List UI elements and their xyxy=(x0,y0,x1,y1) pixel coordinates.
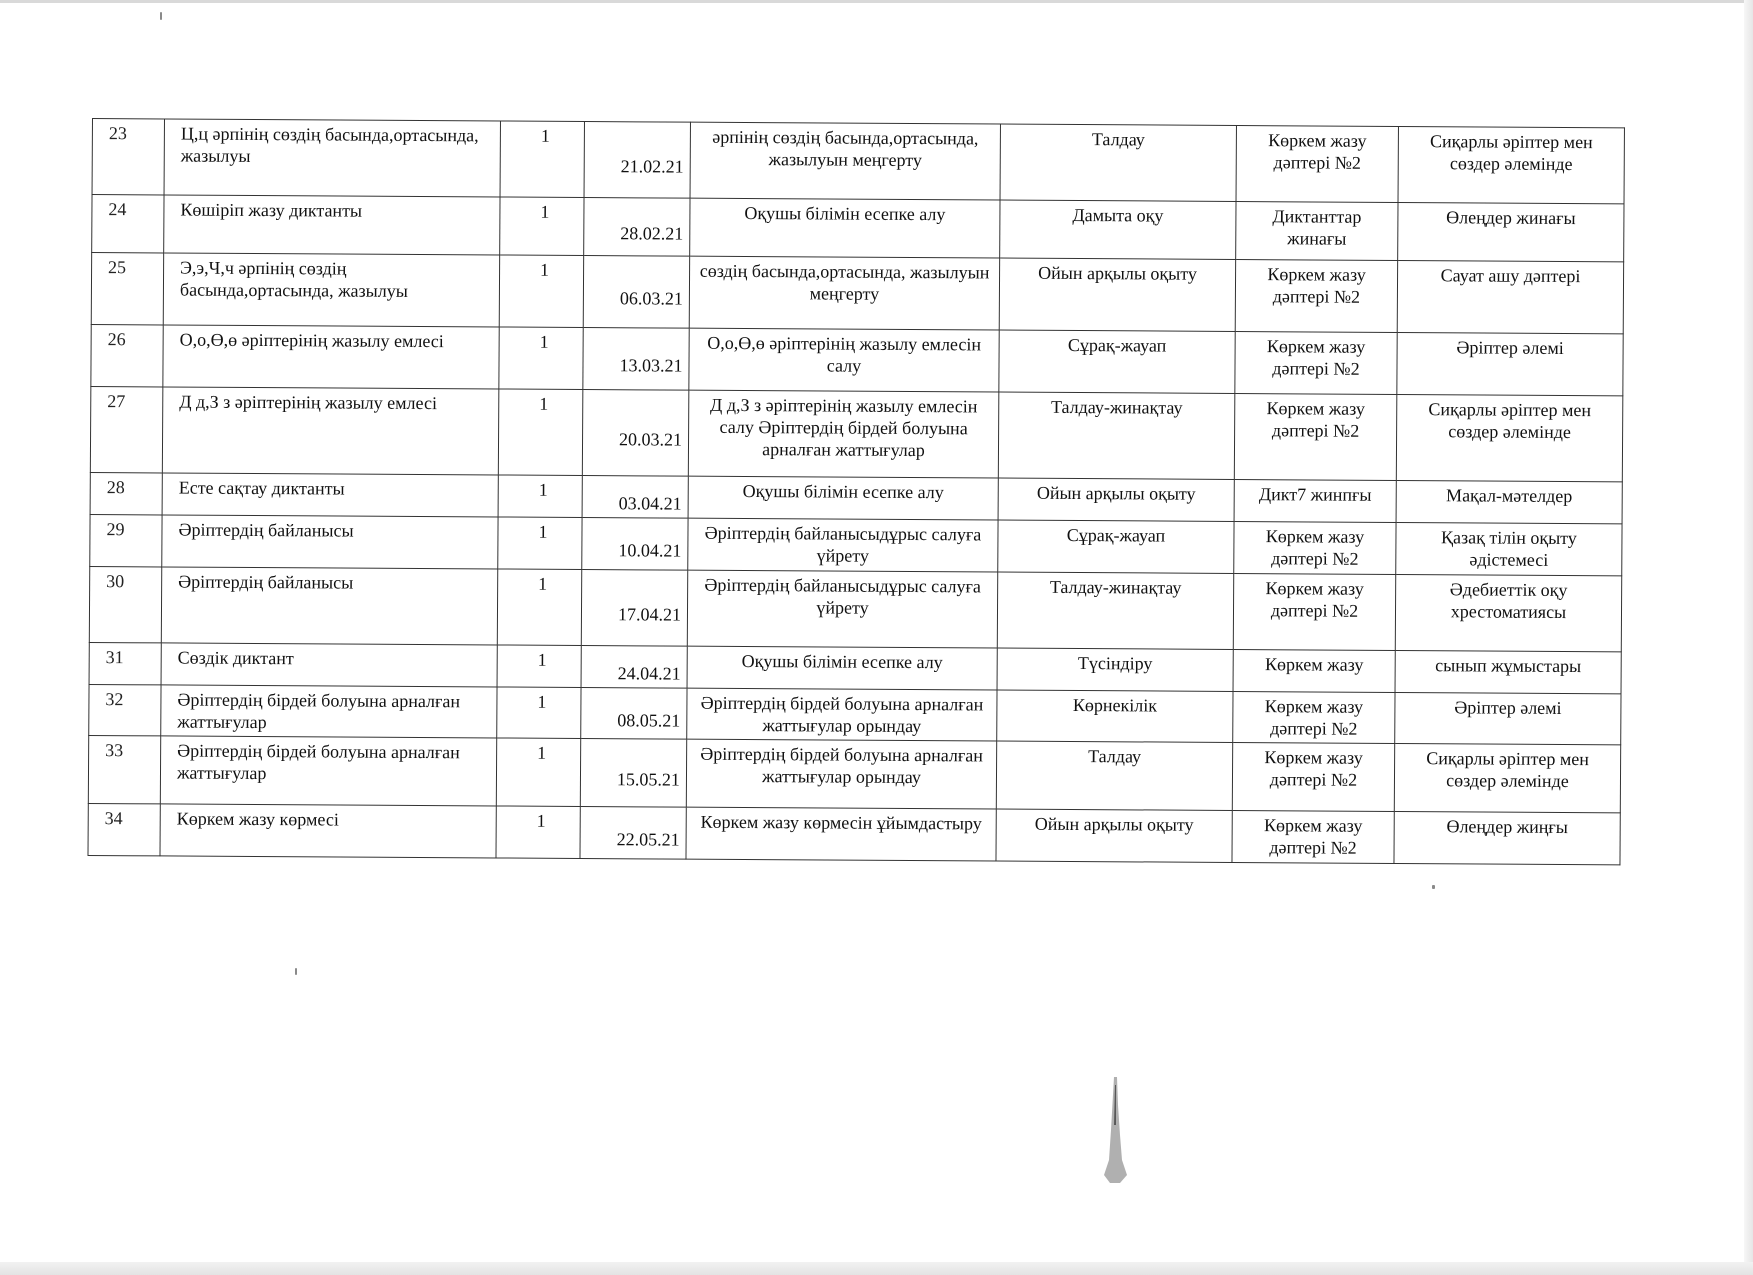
lesson-goal: Әріптердің бірдей болуына арналған жаттығулар орындау xyxy=(687,688,997,741)
lesson-goal: Оқушы білімін есепке алу xyxy=(690,198,1000,258)
lesson-aid: Көркем жазу дәптері №2 xyxy=(1234,521,1396,574)
lesson-hours: 1 xyxy=(496,738,580,807)
table-row xyxy=(88,735,1620,812)
lesson-method: Талдау xyxy=(996,741,1232,810)
lesson-method: Ойын арқылы оқыту xyxy=(998,478,1234,521)
lesson-method: Талдау-жинақтау xyxy=(998,392,1235,479)
lesson-number: 23 xyxy=(92,119,164,195)
lesson-method: Талдау xyxy=(1000,124,1236,201)
lesson-number: 30 xyxy=(89,566,161,642)
lesson-topic: О,о,Ө,ө әріптерінің жазылу емлесі xyxy=(163,325,499,389)
lesson-date: 28.02.21 xyxy=(584,198,690,257)
lesson-literature: Сиқарлы әріптер мен сөздер әлемінде xyxy=(1394,743,1620,812)
lesson-aid: Көркем жазу xyxy=(1233,649,1395,692)
lesson-goal: О,о,Ө,ө әріптерінің жазылу емлесін салу xyxy=(689,328,999,392)
lesson-literature: Қазақ тілін оқыту әдістемесі xyxy=(1396,522,1622,575)
lesson-hours: 1 xyxy=(500,121,584,198)
table-row xyxy=(90,386,1622,481)
lesson-number: 27 xyxy=(90,386,163,472)
table-row xyxy=(89,566,1621,651)
lesson-date: 20.03.21 xyxy=(582,390,689,477)
lesson-aid: Көркем жазу дәптері №2 xyxy=(1233,573,1395,650)
ink-smudge xyxy=(1100,1075,1130,1185)
lesson-number: 32 xyxy=(89,684,161,735)
lesson-literature: сынып жұмыстары xyxy=(1395,650,1621,693)
lesson-hours: 1 xyxy=(500,197,584,256)
scan-speck xyxy=(160,12,162,20)
lesson-date: 13.03.21 xyxy=(583,328,689,391)
lesson-topic: Әріптердің бірдей болуына арналған жаттығулар xyxy=(160,736,496,806)
table-row xyxy=(91,253,1623,334)
lesson-hours: 1 xyxy=(497,569,581,646)
lesson-topic: Көшіріп жазу диктанты xyxy=(164,195,500,255)
lesson-goal: Оқушы білімін есепке алу xyxy=(688,476,998,520)
lesson-method: Көрнекілік xyxy=(997,690,1233,742)
lesson-topic: Э,э,Ч,ч әрпінің сөздің басында,ортасында, жазылуы xyxy=(163,253,499,327)
lesson-method: Талдау-жинақтау xyxy=(997,572,1233,649)
lesson-hours: 1 xyxy=(496,806,580,859)
scan-speck xyxy=(295,968,297,975)
lesson-topic: Әріптердің байланысы xyxy=(161,567,497,645)
lesson-hours: 1 xyxy=(497,645,581,688)
lesson-method: Сұрақ-жауап xyxy=(999,330,1235,393)
scan-edge-top xyxy=(0,0,1753,3)
table-row xyxy=(92,195,1624,262)
lesson-method: Дамыта оқу xyxy=(1000,200,1236,259)
lesson-date: 22.05.21 xyxy=(580,806,686,859)
lesson-topic: Әріптердің бірдей болуына арналған жаттығулар xyxy=(161,685,497,738)
lesson-goal: әрпінің сөздің басында,ортасында, жазылуын меңгерту xyxy=(690,122,1000,200)
lesson-goal: Д д,З з әріптерінің жазылу емлесін салу Әріптердің бірдей болуына арналған жаттығулар xyxy=(688,390,999,478)
lesson-literature: Мақал-мәтелдер xyxy=(1396,480,1622,523)
lesson-goal: Әріптердің бірдей болуына арналған жаттығулар орындау xyxy=(686,739,996,809)
lesson-hours: 1 xyxy=(498,475,582,518)
lesson-literature: Өлеңдер жинағы xyxy=(1398,202,1624,261)
table-row xyxy=(89,684,1621,744)
lesson-goal: Әріптердің байланысыдұрыс салуға үйрету xyxy=(687,570,997,648)
lesson-literature: Сауат ашу дәптері xyxy=(1397,260,1623,333)
lesson-number: 33 xyxy=(88,735,160,803)
lesson-topic: Ц,ц әрпінің сөздің басында,ортасында, жазылуы xyxy=(164,119,500,197)
lesson-aid: Диктанттар жинағы xyxy=(1236,201,1398,260)
lesson-method: Ойын арқылы оқыту xyxy=(996,809,1232,862)
lesson-aid: Дикт7 жинпғы xyxy=(1234,479,1396,522)
lesson-aid: Көркем жазу дәптері №2 xyxy=(1234,393,1397,480)
scan-speck xyxy=(1432,885,1435,889)
lesson-number: 29 xyxy=(90,514,162,566)
lesson-aid: Көркем жазу дәптері №2 xyxy=(1235,331,1397,394)
lesson-aid: Көркем жазу дәптері №2 xyxy=(1232,810,1394,863)
lesson-hours: 1 xyxy=(498,517,582,570)
lesson-number: 34 xyxy=(88,803,160,855)
lesson-literature: Өлеңдер жиңғы xyxy=(1394,811,1620,864)
lesson-goal: Оқушы білімін есепке алу xyxy=(687,646,997,690)
lesson-literature: Әріптер әлемі xyxy=(1397,332,1623,395)
lesson-topic: Сөздік диктант xyxy=(161,643,497,687)
scan-edge-right xyxy=(1744,0,1753,1275)
lesson-method: Сұрақ-жауап xyxy=(998,520,1234,573)
lesson-aid: Көркем жазу дәптері №2 xyxy=(1235,259,1397,332)
lesson-goal: Көркем жазу көрмесін ұйымдастыру xyxy=(686,807,996,861)
lesson-number: 25 xyxy=(91,253,163,325)
lesson-date: 08.05.21 xyxy=(581,687,687,739)
lesson-method: Түсіндіру xyxy=(997,648,1233,691)
lesson-date: 15.05.21 xyxy=(580,738,686,807)
lesson-literature: Әдебиеттік оқу хрестоматиясы xyxy=(1395,574,1621,651)
lesson-goal: сөздің басында,ортасында, жазылуын меңгерту xyxy=(689,256,999,330)
lesson-number: 26 xyxy=(91,324,163,386)
scan-edge-bottom xyxy=(0,1262,1753,1275)
lesson-number: 31 xyxy=(89,642,161,684)
lesson-method: Ойын арқылы оқыту xyxy=(999,258,1235,331)
lesson-topic: Көркем жазу көрмесі xyxy=(160,804,496,858)
table-row xyxy=(91,324,1623,395)
lesson-aid: Көркем жазу дәптері №2 xyxy=(1233,691,1395,743)
lesson-topic: Әріптердің байланысы xyxy=(162,515,498,569)
table-row xyxy=(92,119,1624,204)
lesson-hours: 1 xyxy=(499,255,583,328)
lesson-plan-table xyxy=(87,118,1624,865)
lesson-date: 24.04.21 xyxy=(581,645,687,688)
lesson-aid: Көркем жазу дәптері №2 xyxy=(1232,742,1394,811)
lesson-topic: Есте сақтау диктанты xyxy=(162,473,498,517)
lesson-literature: Сиқарлы әріптер мен сөздер әлемінде xyxy=(1398,126,1624,203)
lesson-date: 03.04.21 xyxy=(582,476,688,519)
lesson-date: 06.03.21 xyxy=(583,256,689,329)
lesson-literature: Әріптер әлемі xyxy=(1395,692,1621,744)
lesson-aid: Көркем жазу дәптері №2 xyxy=(1236,125,1398,202)
lesson-date: 10.04.21 xyxy=(582,518,688,571)
lesson-number: 28 xyxy=(90,472,162,514)
lesson-date: 17.04.21 xyxy=(581,570,687,647)
lesson-literature: Сиқарлы әріптер мен сөздер әлемінде xyxy=(1396,394,1623,481)
table-row xyxy=(90,514,1622,575)
table-row xyxy=(88,803,1620,864)
lesson-hours: 1 xyxy=(497,687,581,739)
lesson-date: 21.02.21 xyxy=(584,122,690,199)
lesson-hours: 1 xyxy=(498,389,583,476)
lesson-goal: Әріптердің байланысыдұрыс салуға үйрету xyxy=(688,518,998,572)
lesson-topic: Д д,З з әріптерінің жазылу емлесі xyxy=(162,387,499,475)
lesson-number: 24 xyxy=(92,195,164,253)
lesson-hours: 1 xyxy=(499,327,583,390)
